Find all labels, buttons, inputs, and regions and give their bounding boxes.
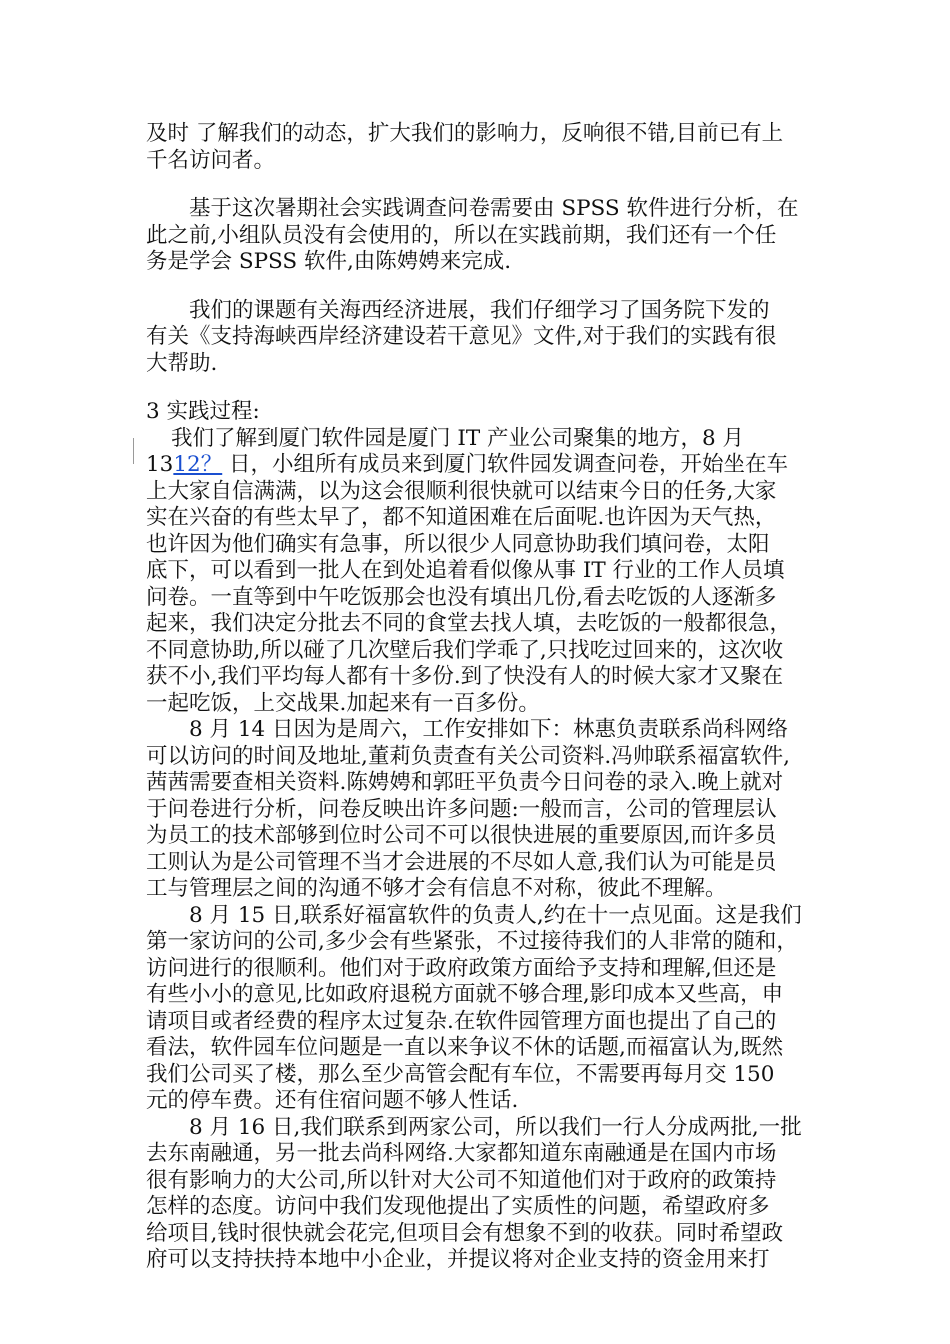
text-line: 实在兴奋的有些太早了，都不知道困难在后面呢.也许因为天气热， — [146, 505, 777, 530]
text-line: 我们了解到厦门软件园是厦门 IT 产业公司聚集的地方，8 月 — [171, 425, 745, 451]
paragraph-p1 — [146, 121, 816, 174]
text-line: 千名访问者。 — [146, 147, 276, 173]
text-line: 问卷。一直等到中午吃饭那会也没有填出几份,看去吃饭的人逐渐多 — [146, 584, 777, 610]
text-line: 我们的课题有关海西经济进展，我们仔细学习了国务院下发的 — [189, 297, 770, 323]
text-cursor-mark — [133, 438, 134, 464]
text-line: 给项目,钱时很快就会花完,但项目会有想象不到的收获。同时希望政 — [146, 1220, 784, 1246]
paragraph-p5 — [146, 717, 816, 903]
text-line: 上大家自信满满，以为这会很顺利很快就可以结束今日的任务,大家 — [146, 478, 777, 504]
text-line: 一起吃饭，上交战果.加起来有一百多份。 — [146, 690, 540, 716]
paragraph-p6 — [146, 903, 816, 1115]
text-line: 8 月 14 日因为是周六，工作安排如下：林惠负责联系尚科网络 — [189, 717, 789, 742]
text-line: 8 月 16 日,我们联系到两家公司，所以我们一行人分成两批,一批 — [189, 1114, 802, 1140]
paragraph-p3 — [146, 298, 816, 378]
text-line: 务是学会 SPSS 软件,由陈娉娉来完成. — [146, 249, 512, 274]
text-line: 工则认为是公司管理不当才会进展的不尽如人意,我们认为可能是员 — [146, 849, 777, 875]
text-line: 府可以支持扶持本地中小企业，并提议将对企业支持的资金用来打 — [146, 1247, 770, 1272]
text-line: 很有影响力的大公司,所以针对大公司不知道他们对于政府的政策持 — [146, 1167, 777, 1193]
text-span: 日，小组所有成员来到厦门软件园发调查问卷，开始坐在车 — [222, 452, 789, 477]
text-line: 不同意协助,所以碰了几次壁后我们学乖了,只找吃过回来的，这次收 — [146, 637, 784, 663]
text-line: 有些小小的意见,比如政府退税方面就不够合理,影印成本又些高，申 — [146, 982, 784, 1007]
text-line: 也许因为他们确实有急事，所以很少人同意协助我们填问卷，太阳 — [146, 531, 770, 557]
text-line: 去东南融通，另一批去尚科网络.大家都知道东南融通是在国内市场 — [146, 1141, 777, 1166]
text-line: 此之前,小组队员没有会使用的，所以在实践前期，我们还有一个任 — [146, 222, 777, 248]
document-page — [146, 121, 816, 1274]
text-line: 茜茜需要查相关资料.陈娉娉和郭旺平负责今日问卷的录入.晚上就对 — [146, 770, 784, 795]
text-line: 工与管理层之间的沟通不够才会有信息不对称，彼此不理解。 — [146, 876, 727, 901]
text-line: 请项目或者经费的程序太过复杂.在软件园管理方面也提出了自己的 — [146, 1008, 777, 1034]
date-link[interactable]: 12？ — [173, 452, 223, 477]
text-line: 基于这次暑期社会实践调查问卷需要由 SPSS 软件进行分析，在 — [189, 196, 799, 221]
text-line — [146, 452, 816, 479]
text-line: 底下，可以看到一批人在到处追着看似像从事 IT 行业的工作人员填 — [146, 558, 785, 583]
text-line: 8 月 15 日,联系好福富软件的负责人,约在十一点见面。这是我们 — [189, 902, 802, 928]
paragraph-p4 — [146, 426, 816, 718]
text-line: 及时 了解我们的动态，扩大我们的影响力，反响很不错,目前已有上 — [146, 121, 784, 146]
text-line: 获不小,我们平均每人都有十多份.到了快没有人的时候大家才又聚在 — [146, 664, 784, 689]
text-span: 13 — [146, 452, 174, 477]
paragraph-p7 — [146, 1115, 816, 1274]
text-line: 可以访问的时间及地址,董莉负责查有关公司资料.冯帅联系福富软件, — [146, 743, 791, 769]
text-line: 我们公司买了楼，那么至少高管会配有车位，不需要再每月交 150 — [146, 1061, 775, 1087]
text-line: 元的停车费。还有住宿问题不够人性话. — [146, 1088, 519, 1113]
text-line: 怎样的态度。访问中我们发现他提出了实质性的问题，希望政府多 — [146, 1194, 770, 1219]
text-line: 大帮助. — [146, 350, 218, 376]
section-heading: 3 实践过程: — [146, 399, 260, 424]
text-line: 第一家访问的公司,多少会有些紧张，不过接待我们的人非常的随和， — [146, 929, 798, 954]
text-line: 有关《支持海峡西岸经济建设若干意见》文件,对于我们的实践有很 — [146, 324, 777, 349]
text-line: 看法，软件园车位问题是一直以来争议不休的话题,而福富认为,既然 — [146, 1035, 784, 1060]
text-line: 于问卷进行分析，问卷反映出许多问题:一般而言，公司的管理层认 — [146, 796, 777, 822]
text-line: 访问进行的很顺利。他们对于政府政策方面给予支持和理解,但还是 — [146, 955, 777, 981]
text-line: 为员工的技术部够到位时公司不可以很快进展的重要原因,而许多员 — [146, 823, 777, 848]
text-line: 起来，我们决定分批去不同的食堂去找人填，去吃饭的一般都很急， — [146, 611, 792, 636]
paragraph-p2 — [146, 196, 816, 276]
